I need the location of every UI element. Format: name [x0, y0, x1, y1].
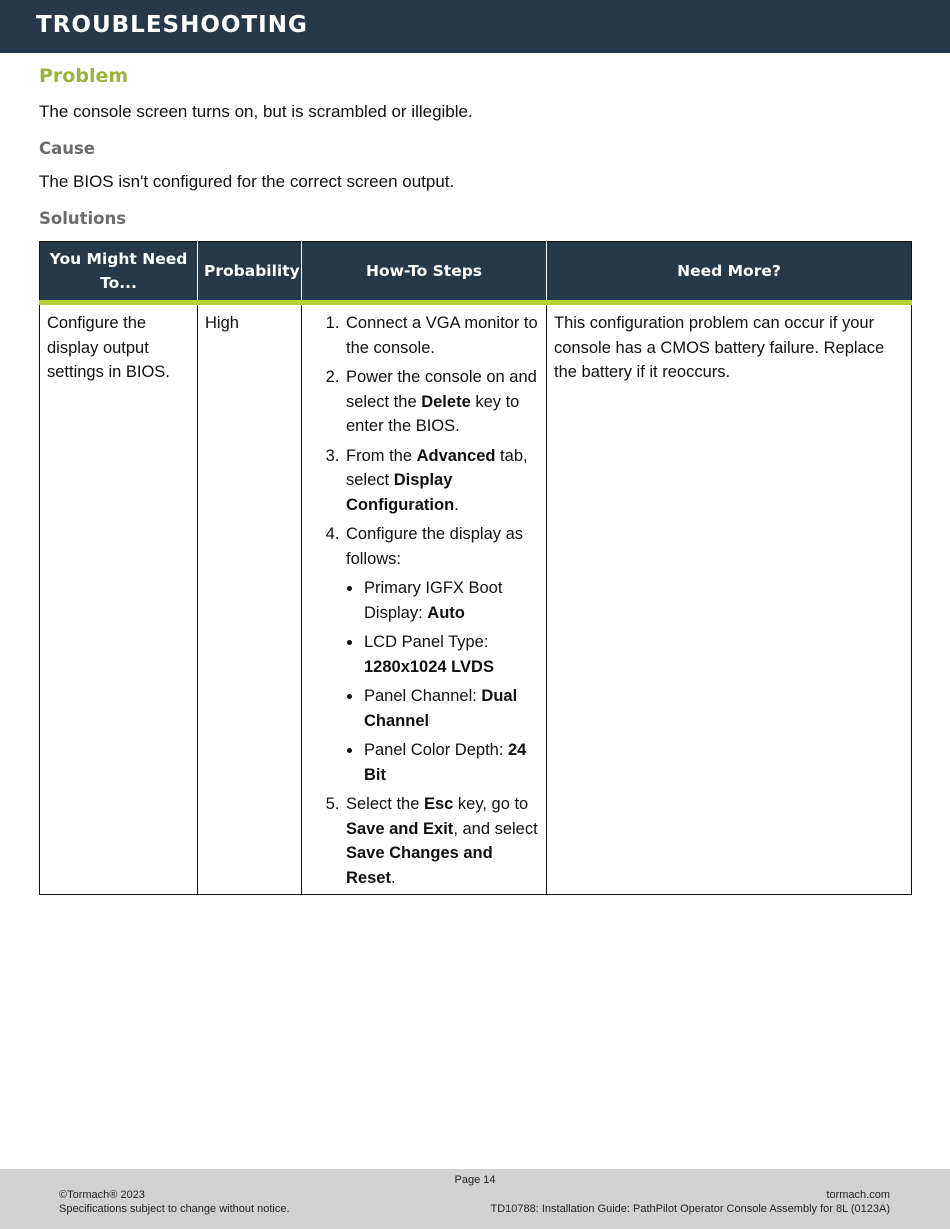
- setting-label: LCD Panel Type:: [364, 633, 489, 651]
- need-more-cell: This configuration problem can occur if your console has a CMOS battery failure. Replace the battery if it reoccurs.: [547, 303, 912, 895]
- steps-cell: [302, 303, 547, 895]
- table-row: [40, 303, 912, 895]
- step-3-text: From the: [346, 446, 417, 465]
- problem-text: The console screen turns on, but is scrambled or illegible.: [39, 102, 473, 121]
- solutions-heading: Solutions: [39, 209, 127, 228]
- step-2-text-end: key to enter the BIOS.: [346, 392, 520, 435]
- step-2-text: Power the console on and select the: [346, 368, 537, 411]
- setting-item: [364, 576, 539, 625]
- section-title: TROUBLESHOOTING: [36, 12, 308, 38]
- step-3-text-end: .: [454, 495, 459, 514]
- cause-heading: Cause: [39, 139, 96, 158]
- notice-text: Specifications subject to change without notice.: [59, 1203, 290, 1215]
- setting-value: 24 Bit: [364, 741, 527, 784]
- header-bar: [0, 0, 950, 53]
- cause-text: The BIOS isn't configured for the correct screen output.: [39, 172, 455, 191]
- step-5-text-mid-2: , and select: [453, 819, 538, 838]
- copyright-text: ©Tormach® 2023: [59, 1189, 145, 1201]
- step-5-text: Select the: [346, 795, 424, 813]
- save-changes-reset-label: Save Changes and Reset: [346, 844, 493, 887]
- esc-key-label: Esc: [423, 795, 454, 813]
- page-footer: [0, 1169, 950, 1229]
- column-header-probability: Probability: [198, 242, 302, 303]
- table-header-row: [40, 242, 912, 303]
- setting-label: Panel Channel:: [364, 687, 482, 705]
- display-configuration-label: Display Configuration: [346, 471, 455, 514]
- bullet-icon: [347, 586, 352, 591]
- action-cell: Configure the display output settings in BIOS.: [40, 303, 198, 895]
- advanced-tab-label: Advanced: [416, 446, 496, 465]
- page-number: Page 14: [454, 1174, 496, 1186]
- step-item: [344, 444, 539, 518]
- column-header-steps: How-To Steps: [302, 242, 547, 303]
- setting-value: Auto: [427, 603, 465, 622]
- setting-item: [364, 738, 539, 787]
- bullet-icon: [347, 694, 352, 699]
- steps-list: [309, 311, 539, 890]
- save-and-exit-label: Save and Exit: [346, 819, 454, 838]
- website-text: tormach.com: [826, 1189, 890, 1201]
- step-4-text: Configure the display as follows:: [346, 525, 524, 568]
- setting-label: Primary IGFX Boot Display:: [364, 579, 503, 622]
- bullet-icon: [347, 640, 352, 645]
- step-item: [344, 311, 539, 360]
- column-header-action: You Might Need To...: [40, 242, 198, 303]
- probability-cell: High: [198, 303, 302, 895]
- setting-value: 1280x1024 LVDS: [364, 657, 494, 676]
- display-settings-list: [346, 576, 539, 787]
- step-item: [344, 365, 539, 439]
- solutions-table: [39, 241, 912, 895]
- step-item: [344, 792, 539, 890]
- step-3-text-mid: tab, select: [346, 446, 528, 489]
- problem-heading: Problem: [39, 65, 129, 87]
- bullet-icon: [347, 748, 352, 753]
- setting-value: Dual Channel: [364, 687, 518, 730]
- setting-item: [364, 630, 539, 679]
- delete-key-label: Delete: [421, 392, 471, 411]
- setting-item: [364, 684, 539, 733]
- step-item: [344, 522, 539, 787]
- step-5-text-end: .: [390, 868, 396, 887]
- document-id: TD10788: Installation Guide: PathPilot Operator Console Assembly for 8L (0123A): [490, 1203, 890, 1215]
- column-header-need-more: Need More?: [547, 242, 912, 303]
- step-1-text: Connect a VGA monitor to the console.: [346, 314, 538, 357]
- step-5-text-mid: key, go to: [453, 795, 529, 813]
- setting-label: Panel Color Depth:: [364, 741, 508, 759]
